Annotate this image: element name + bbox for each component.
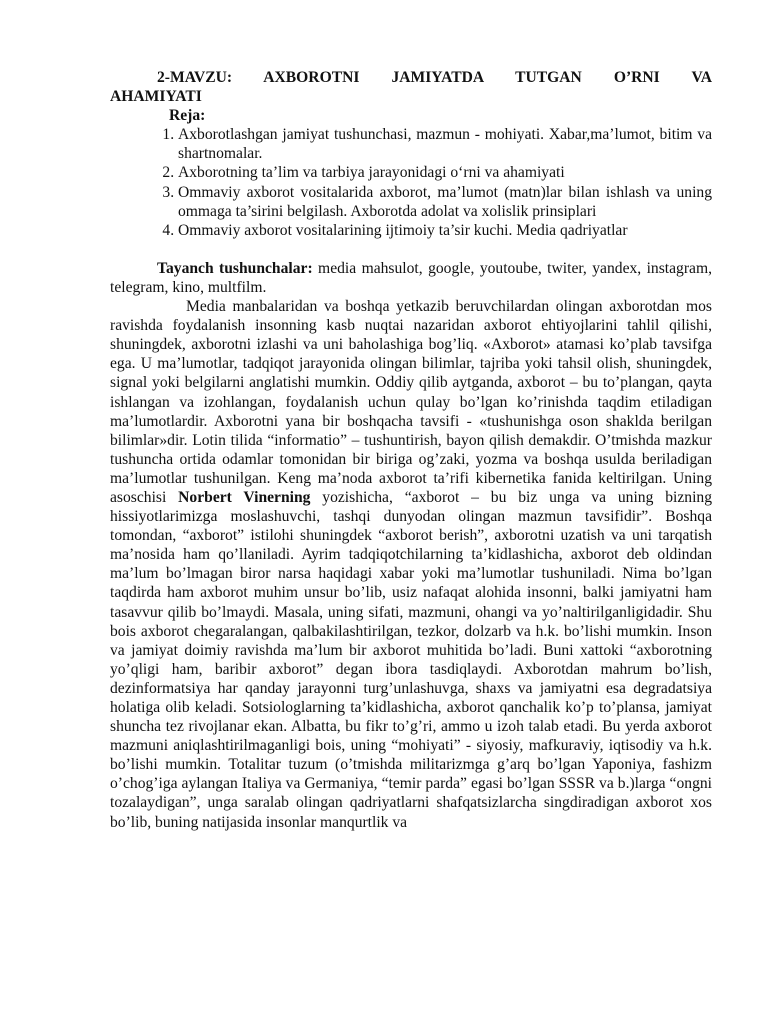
plan-item: 2. Axborotning ta’lim va tarbiya jarayonidagi o‘rni va ahamiyati — [178, 163, 712, 182]
keywords-paragraph — [110, 259, 712, 297]
spacer — [110, 240, 712, 259]
body-paragraph — [110, 297, 712, 832]
plan-label: Reja: — [169, 107, 206, 125]
plan-item: 3. Ommaviy axborot vositalarida axborot, ma’lumot (matn)lar bilan ishlash va uning ommaga ta’sirini belgilash. Axborotda adolat va xolislik prinsiplari — [178, 183, 712, 221]
keywords-label: Tayanch tushunchalar: — [157, 259, 313, 277]
document-page — [110, 68, 712, 832]
author-name: Norbert Vinerning — [178, 488, 311, 506]
page-title-continuation: AHAMIYATI — [110, 88, 202, 106]
plan-item: 1. Axborotlashgan jamiyat tushunchasi, mazmun - mohiyati. Xabar,ma’lumot, bitim va shartnomalar. — [178, 125, 712, 163]
paragraph-text-part1: Media manbalaridan va boshqa yetkazib beruvchilardan olingan axborotdan mos ravishda foydalanish insonning kasb nuqtai nazaridan axborot ehtiyojlarini tahlil qilishi, shuningdek, axborotni izlashi va uni baholashiga bog’liq. «Axborot» atamasi ko’plab tavsifga ega. U ma’lumotlar, tadqiqot jarayonida olingan bilimlar, tajriba yoki tahsil olish, shuningdek, signal yoki belgilarni anglatishi mumkin. Oddiy qilib aytganda, axborot – bu to’plangan, qayta ishlangan va izohlangan, foydalanish uchun qulay bo’lgan ko’rinishda taqdim etiladigan ma’lumotlardir. Axborotni yana bir boshqacha tavsifi - «tushunishga oson shaklda berilgan bilimlar»dir. Lotin tilida “informatio” – tushuntirish, bayon qilish demakdir. O’tmishda mazkur tushuncha ortida odamlar tomonidan bir biriga og’zaki, yozma va boshqa usulda beriladigan ma’lumotlar tushunilgan. Keng ma’noda axborot ta’rifi kibernetika fanida keltirilgan. Uning asoschisi — [110, 298, 712, 506]
keywords-text: media mahsulot, google, youtoube, twiter, yandex, instagram, telegram, kino, multfilm. — [110, 259, 712, 296]
plan-item: 4. Ommaviy axborot vositalarining ijtimoiy ta’sir kuchi. Media qadriyatlar — [178, 221, 712, 240]
plan-list — [110, 125, 712, 240]
page-title: 2-MAVZU: AXBOROTNI JAMIYATDA TUTGAN O’RNI VA — [157, 69, 712, 86]
paragraph-text-part2: yozishicha, “axborot – bu biz unga va uning bizning hissiyotlarimizga moslashuvchi, tashqi dunyodan olingan mazmun tavsifidir”. Boshqa tomondan, “axborot” istilohi shuningdek “axborot berish”, axborotni uzatish va uni tarqatish ma’nosida ham qo’llaniladi. Ayrim tadqiqotchilarning ta’kidlashicha, axborot deb oldindan ma’lum bo’lmagan biror narsa haqidagi xabar yoki ma’lumotlar tushuniladi. Nima bo’lgan taqdirda ham axborot muhim unsur bo’lib, usiz nafaqat alohida insonni, balki jamiyatni ham tasavvur qilib bo’lmaydi. Masala, uning sifati, mazmuni, ohangi va yo’naltirilganligidadir. Shu bois axborot chegaralangan, qalbakilashtirilgan, tezkor, dolzarb va h.k. bo’lishi mumkin. Inson va jamiyat doimiy ravishda ma’lum bir axborot muhitida bo’ladi. Buni xattoki “axborotning yo’qligi ham, baribir axborot” degan ibora tasdiqlaydi. Axborotdan mahrum bo’lish, dezinformatsiya har qanday jarayonni turg’unlashuvga, shaxs va jamiyatni esa degradatsiya holatiga olib keladi. Sotsiologlarning ta’kidlashicha, axborot qanchalik ko’p to’plansa, jamiyat shuncha tez rivojlanar ekan. Albatta, bu fikr to’g’ri, ammo u izoh talab etadi. Bu yerda axborot mazmuni aniqlashtirilmaganligi bois, uning “mohiyati” - siyosiy, mafkuraviy, iqtisodiy va h.k. bo’lishi mumkin. Totalitar tuzum (o’tmishda militarizmga g’arq bo’lgan Yaponiya, fashizm o’chog’iga aylangan Italiya va Germaniya, “temir parda” egasi bo’lgan SSSR va b.)larga “ongni tozalaydigan”, unga saralab olingan qadriyatlarni shafqatsizlarcha singdiradigan axborot xos bo’lib, buning natijasida insonlar manqurtlik va — [110, 488, 712, 831]
